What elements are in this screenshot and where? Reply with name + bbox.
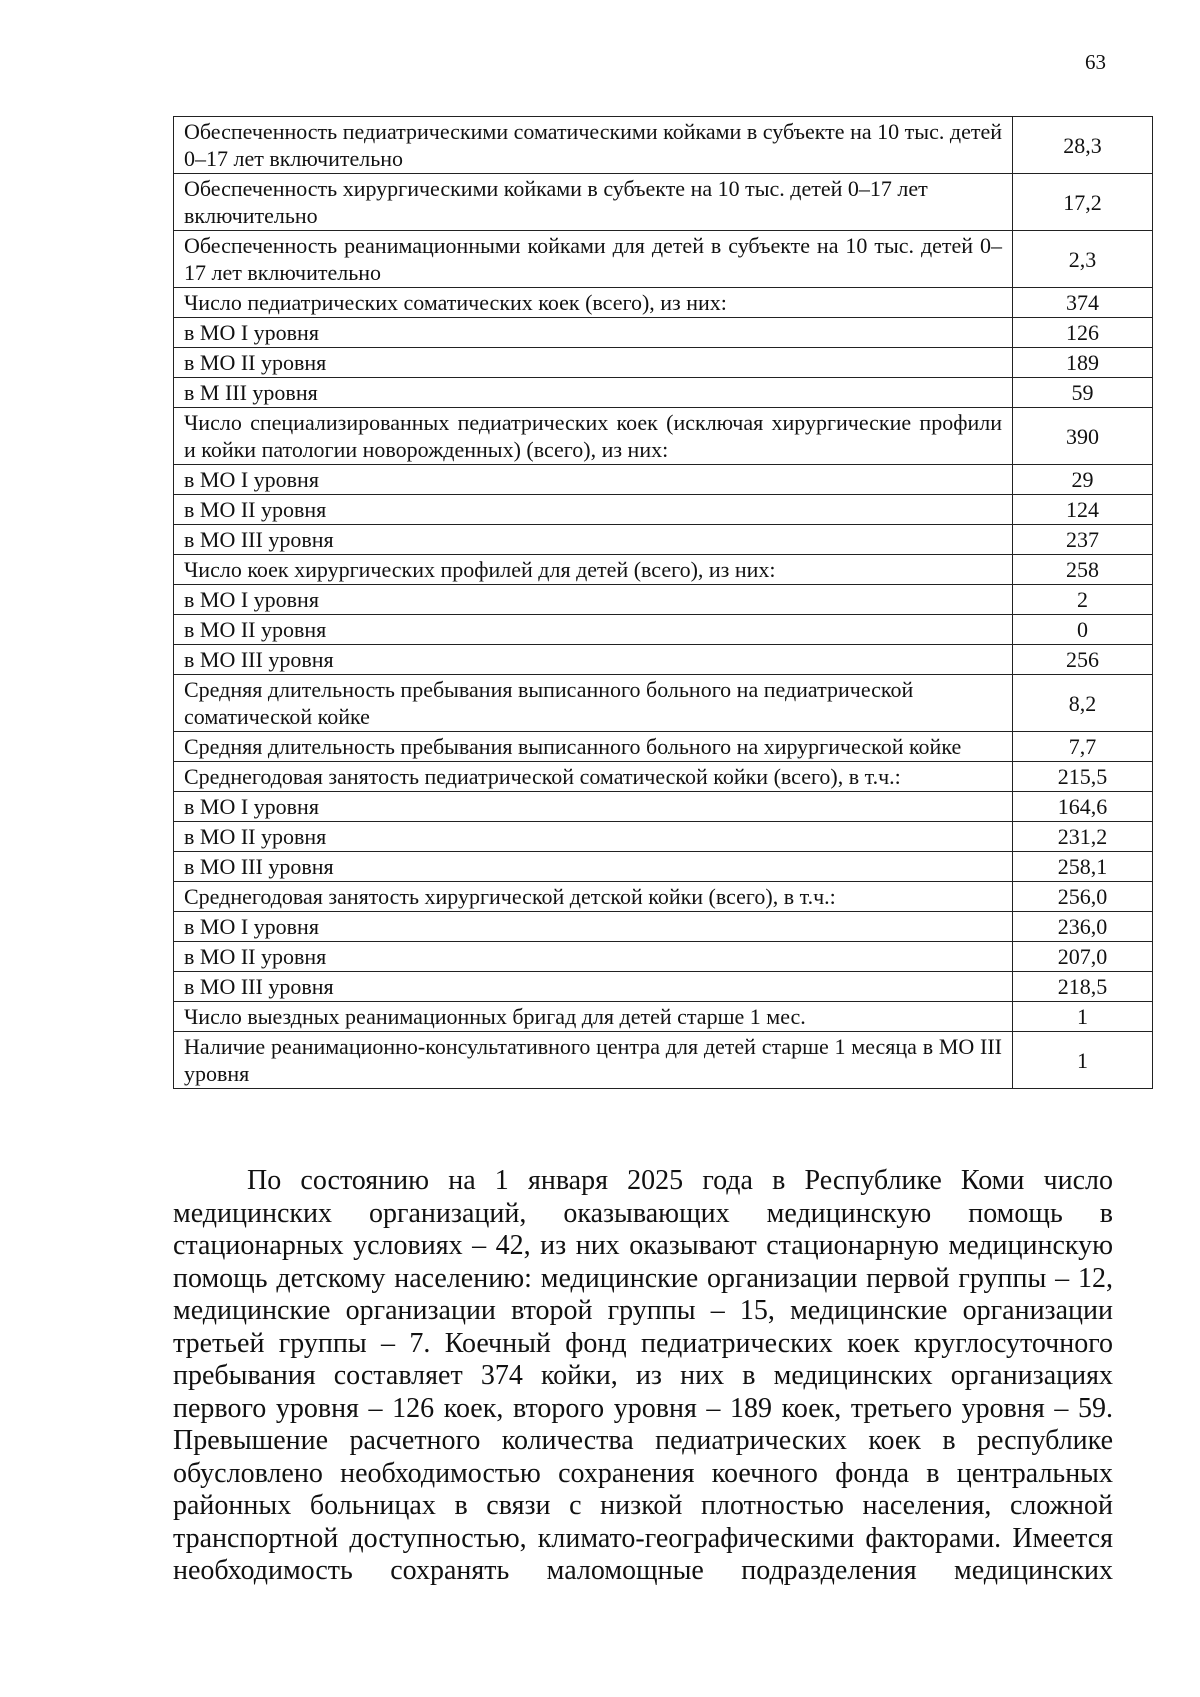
- table-row: [174, 912, 1153, 942]
- row-label: Среднегодовая занятость педиатрической соматической койки (всего), в т.ч.:: [174, 762, 1013, 792]
- statistics-table: [173, 116, 1153, 1089]
- table-row: [174, 762, 1153, 792]
- row-label: Число выездных реанимационных бригад для детей старше 1 мес.: [174, 1002, 1013, 1032]
- row-label: Обеспеченность реанимационными койками для детей в субъекте на 10 тыс. детей 0–17 лет включительно: [174, 231, 1013, 288]
- row-value: 256,0: [1013, 882, 1153, 912]
- row-label: Среднегодовая занятость хирургической детской койки (всего), в т.ч.:: [174, 882, 1013, 912]
- row-value: 258,1: [1013, 852, 1153, 882]
- row-label: Обеспеченность хирургическими койками в субъекте на 10 тыс. детей 0–17 лет включительно: [174, 174, 1013, 231]
- table-row: [174, 555, 1153, 585]
- row-value: 231,2: [1013, 822, 1153, 852]
- row-value: 189: [1013, 348, 1153, 378]
- row-value: 258: [1013, 555, 1153, 585]
- table-row: [174, 792, 1153, 822]
- row-label: Наличие реанимационно-консультативного центра для детей старше 1 месяца в МО III уровня: [174, 1032, 1013, 1089]
- row-value: 207,0: [1013, 942, 1153, 972]
- row-value: 256: [1013, 645, 1153, 675]
- row-label: Средняя длительность пребывания выписанного больного на педиатрической соматической койке: [174, 675, 1013, 732]
- table-row: [174, 288, 1153, 318]
- table-row: [174, 585, 1153, 615]
- row-value: 28,3: [1013, 117, 1153, 174]
- row-value: 164,6: [1013, 792, 1153, 822]
- table-row: [174, 615, 1153, 645]
- row-label: в МО III уровня: [174, 645, 1013, 675]
- table-row: [174, 525, 1153, 555]
- table-row: [174, 732, 1153, 762]
- row-label: в МО II уровня: [174, 348, 1013, 378]
- row-value: 1: [1013, 1002, 1153, 1032]
- row-value: 126: [1013, 318, 1153, 348]
- table-row: [174, 231, 1153, 288]
- row-label: Число педиатрических соматических коек (всего), из них:: [174, 288, 1013, 318]
- row-label: в МО II уровня: [174, 822, 1013, 852]
- body-paragraph: По состоянию на 1 января 2025 года в Республике Коми число медицинских организаций, оказывающих медицинскую помощь в стационарных условиях – 42, из них оказывают стационарную медицинскую помощь детскому населению: медицинские организации первой группы – 12, медицинские организации второй группы – 15, медицинские организации третьей группы – 7. Коечный фонд педиатрических коек круглосуточного пребывания составляет 374 койки, из них в медицинских организациях первого уровня – 126 коек, второго уровня – 189 коек, третьего уровня – 59. Превышение расчетного количества педиатрических коек в республике обусловлено необходимостью сохранения коечного фонда в центральных районных больницах в связи с низкой плотностью населения, сложной транспортной доступностью, климато-географическими факторами. Имеется необходимость сохранять маломощные подразделения медицинских: [173, 1165, 1113, 1586]
- table-row: [174, 318, 1153, 348]
- table-row: [174, 675, 1153, 732]
- row-value: 236,0: [1013, 912, 1153, 942]
- row-value: 218,5: [1013, 972, 1153, 1002]
- table-row: [174, 1032, 1153, 1089]
- row-label: в МО II уровня: [174, 942, 1013, 972]
- page-number: 63: [1085, 50, 1106, 74]
- table-row: [174, 378, 1153, 408]
- table-row: [174, 822, 1153, 852]
- row-label: в МО II уровня: [174, 615, 1013, 645]
- row-value: 390: [1013, 408, 1153, 465]
- table-row: [174, 174, 1153, 231]
- row-value: 7,7: [1013, 732, 1153, 762]
- row-value: 2: [1013, 585, 1153, 615]
- table-row: [174, 465, 1153, 495]
- table-row: [174, 408, 1153, 465]
- table-row: [174, 645, 1153, 675]
- row-label: в МО III уровня: [174, 852, 1013, 882]
- table-row: [174, 495, 1153, 525]
- row-label: в МО II уровня: [174, 495, 1013, 525]
- row-label: Число специализированных педиатрических коек (исключая хирургические профили и койки патологии новорожденных) (всего), из них:: [174, 408, 1013, 465]
- row-value: 8,2: [1013, 675, 1153, 732]
- row-label: Обеспеченность педиатрическими соматическими койками в субъекте на 10 тыс. детей 0–17 лет включительно: [174, 117, 1013, 174]
- row-label: в МО III уровня: [174, 972, 1013, 1002]
- row-label: Число коек хирургических профилей для детей (всего), из них:: [174, 555, 1013, 585]
- row-label: в МО I уровня: [174, 585, 1013, 615]
- table-row: [174, 1002, 1153, 1032]
- row-value: 237: [1013, 525, 1153, 555]
- row-label: в МО I уровня: [174, 792, 1013, 822]
- row-value: 29: [1013, 465, 1153, 495]
- row-label: Средняя длительность пребывания выписанного больного на хирургической койке: [174, 732, 1013, 762]
- row-label: в МО I уровня: [174, 912, 1013, 942]
- table-row: [174, 942, 1153, 972]
- row-value: 0: [1013, 615, 1153, 645]
- row-label: в М III уровня: [174, 378, 1013, 408]
- table-row: [174, 117, 1153, 174]
- row-value: 124: [1013, 495, 1153, 525]
- table-row: [174, 348, 1153, 378]
- row-value: 374: [1013, 288, 1153, 318]
- row-label: в МО I уровня: [174, 465, 1013, 495]
- table-row: [174, 852, 1153, 882]
- row-value: 59: [1013, 378, 1153, 408]
- row-value: 215,5: [1013, 762, 1153, 792]
- row-value: 1: [1013, 1032, 1153, 1089]
- row-value: 17,2: [1013, 174, 1153, 231]
- row-value: 2,3: [1013, 231, 1153, 288]
- row-label: в МО I уровня: [174, 318, 1013, 348]
- table-row: [174, 882, 1153, 912]
- table-row: [174, 972, 1153, 1002]
- row-label: в МО III уровня: [174, 525, 1013, 555]
